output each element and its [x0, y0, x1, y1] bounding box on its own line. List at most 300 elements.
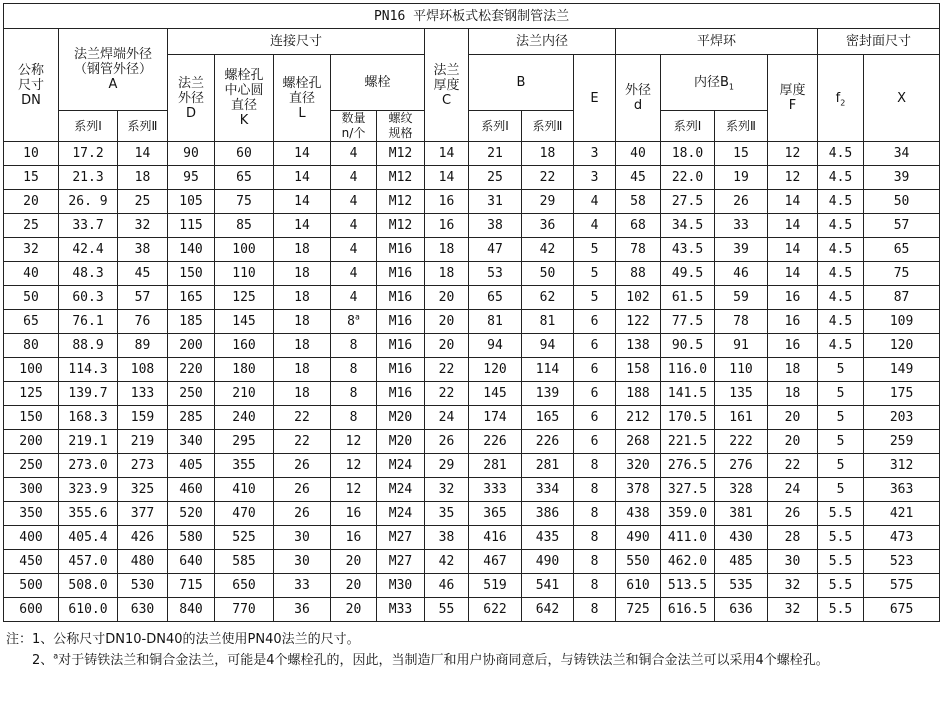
cell-value: 6 [590, 434, 599, 449]
cell-bolt-circle [215, 286, 274, 310]
cell-x [864, 430, 940, 454]
flange-dimension-table [3, 3, 940, 622]
table-row [4, 166, 940, 190]
cell-e [574, 142, 616, 166]
cell-f2 [818, 574, 864, 598]
table-row [4, 358, 940, 382]
cell-value: 59 [733, 290, 749, 305]
cell-e [574, 334, 616, 358]
cell-bolt-thread [377, 550, 425, 574]
cell-value: 42 [438, 554, 455, 569]
notes [6, 629, 932, 671]
cell-value: 46 [438, 578, 455, 593]
cell-value: 24 [784, 482, 801, 497]
cell-value: 8 [349, 386, 358, 401]
cell-b-series2 [522, 406, 574, 430]
cell-b-series1 [469, 430, 522, 454]
cell-bolt-thread [377, 358, 425, 382]
cell-ring-id-series1 [661, 286, 715, 310]
cell-value: 20 [438, 290, 455, 305]
cell-flange-thickness [425, 334, 469, 358]
header-f2-sub: 2 [840, 98, 846, 108]
cell-f2 [818, 334, 864, 358]
cell-value: 25 [23, 218, 39, 233]
cell-ring-id-series1 [661, 454, 715, 478]
cell-value: 105 [179, 194, 203, 209]
cell-bolt-thread [377, 478, 425, 502]
cell-value: 25 [134, 194, 151, 209]
cell-value: 150 [19, 410, 43, 425]
cell-bolt-qty [331, 502, 377, 526]
cell-dn [4, 598, 59, 622]
cell-flange-od [168, 166, 215, 190]
cell-flange-od [168, 550, 215, 574]
cell-flange-thickness [425, 238, 469, 262]
header-bolt-thread: 螺纹 规格 [377, 111, 425, 142]
cell-e [574, 454, 616, 478]
cell-a-series1 [59, 238, 118, 262]
cell-value: 500 [19, 578, 43, 593]
cell-value: 45 [134, 266, 151, 281]
cell-bolt-circle [215, 454, 274, 478]
cell-value: 295 [232, 434, 256, 449]
table-row [4, 502, 940, 526]
cell-value: 32 [784, 578, 801, 593]
note-2-text: 对于铸铁法兰和铜合金法兰，可能是4个螺栓孔的，因此，当制造厂和用户协商同意后，与铸铁法兰和铜合金法兰可以采用4个螺栓孔。 [58, 653, 829, 668]
cell-ring-id-series2 [715, 166, 768, 190]
cell-value: 14 [294, 194, 310, 209]
cell-value: 4 [349, 266, 358, 281]
cell-value: 114.3 [68, 362, 108, 377]
cell-b-series2 [522, 262, 574, 286]
cell-bolt-thread [377, 574, 425, 598]
cell-x [864, 286, 940, 310]
cell-value: 110 [729, 362, 753, 377]
cell-b-series2 [522, 598, 574, 622]
cell-value: 4 [349, 242, 358, 257]
cell-b-series1 [469, 310, 522, 334]
cell-ring-id-series2 [715, 190, 768, 214]
cell-value: 650 [232, 578, 256, 593]
cell-value: 219.1 [68, 434, 108, 449]
cell-bolt-circle [215, 406, 274, 430]
cell-value: 29 [539, 194, 556, 209]
cell-e [574, 526, 616, 550]
cell-value: 165 [535, 410, 560, 425]
cell-bolt-qty [331, 454, 377, 478]
cell-x [864, 382, 940, 406]
cell-bolt-circle [215, 382, 274, 406]
cell-value: 114 [535, 362, 560, 377]
header-flange-thickness: 法兰 厚度 C [425, 29, 469, 142]
cell-flange-thickness [425, 430, 469, 454]
cell-value: 222 [729, 434, 753, 449]
cell-value: 630 [130, 602, 155, 617]
cell-bolt-hole [274, 262, 331, 286]
cell-flange-od [168, 142, 215, 166]
cell-ring-od [616, 334, 661, 358]
cell-value: 8 [590, 458, 599, 473]
cell-value: 25 [487, 170, 503, 185]
cell-value: 426 [130, 530, 155, 545]
cell-value: 120 [889, 338, 914, 353]
cell-b-series1 [469, 526, 522, 550]
cell-value: 29 [438, 458, 455, 473]
cell-value: 30 [784, 554, 801, 569]
cell-ring-od [616, 454, 661, 478]
cell-value: 75 [893, 266, 910, 281]
cell-value: 640 [179, 554, 203, 569]
cell-value: 81 [487, 314, 503, 329]
cell-bolt-hole [274, 166, 331, 190]
cell-b-series2 [522, 214, 574, 238]
cell-value: 42.4 [72, 242, 104, 257]
cell-value: 18 [784, 362, 801, 377]
cell-ring-id-series1 [661, 526, 715, 550]
cell-value: 165 [179, 290, 203, 305]
cell-value: 26 [294, 506, 310, 521]
cell-value: 15 [733, 146, 749, 161]
cell-value: M16 [388, 338, 413, 353]
table-row [4, 238, 940, 262]
cell-bolt-hole [274, 550, 331, 574]
cell-value: 4.5 [828, 170, 853, 185]
cell-value: 460 [179, 482, 203, 497]
cell-ring-thickness [768, 550, 818, 574]
cell-ring-od [616, 598, 661, 622]
cell-bolt-circle [215, 214, 274, 238]
cell-ring-id-series2 [715, 142, 768, 166]
cell-value: 4 [590, 218, 599, 233]
cell-bolt-thread [377, 334, 425, 358]
cell-value: 125 [232, 290, 256, 305]
cell-b-series1 [469, 550, 522, 574]
cell-value: 50 [23, 290, 39, 305]
cell-value: 27.5 [671, 194, 704, 209]
cell-value: 675 [889, 602, 914, 617]
cell-bolt-thread [377, 166, 425, 190]
cell-ring-thickness [768, 430, 818, 454]
cell-ring-id-series2 [715, 358, 768, 382]
cell-value: 76.1 [72, 314, 104, 329]
cell-value: 14 [784, 218, 801, 233]
cell-flange-od [168, 526, 215, 550]
cell-x [864, 166, 940, 190]
cell-value: 550 [626, 554, 650, 569]
cell-x [864, 262, 940, 286]
header-e: E [574, 55, 616, 142]
cell-value: 12 [345, 458, 362, 473]
cell-ring-id-series2 [715, 382, 768, 406]
cell-ring-id-series2 [715, 454, 768, 478]
cell-value: 16 [438, 194, 455, 209]
cell-value: 46 [733, 266, 749, 281]
cell-value: 40 [630, 146, 646, 161]
cell-value: M12 [388, 170, 413, 185]
cell-ring-id-series2 [715, 238, 768, 262]
cell-ring-id-series1 [661, 406, 715, 430]
cell-value: 94 [539, 338, 556, 353]
cell-value: 3 [590, 146, 599, 161]
header-ring-id-label: 内径B [693, 75, 729, 90]
cell-value: 158 [626, 362, 650, 377]
cell-value: 22 [438, 362, 455, 377]
header-flange-bore: 法兰内径 [469, 29, 616, 55]
cell-value: 57 [893, 218, 910, 233]
cell-value: 20 [438, 314, 455, 329]
cell-f2 [818, 262, 864, 286]
cell-value: 18 [438, 266, 455, 281]
cell-e [574, 190, 616, 214]
cell-a-series1 [59, 166, 118, 190]
cell-bolt-circle [215, 526, 274, 550]
cell-value: 18 [784, 386, 801, 401]
cell-dn [4, 238, 59, 262]
cell-ring-id-series1 [661, 310, 715, 334]
cell-value: 405.4 [68, 530, 108, 545]
cell-value: 221.5 [667, 434, 708, 449]
cell-b-series2 [522, 190, 574, 214]
cell-value: 585 [232, 554, 256, 569]
cell-value: 4 [349, 170, 358, 185]
cell-bolt-thread [377, 454, 425, 478]
cell-bolt-hole [274, 334, 331, 358]
cell-value: 18 [294, 362, 310, 377]
cell-a-series1 [59, 358, 118, 382]
cell-value: 16 [345, 506, 362, 521]
table-row [4, 526, 940, 550]
cell-value: 363 [889, 482, 914, 497]
cell-bolt-qty [331, 574, 377, 598]
cell-b-series1 [469, 334, 522, 358]
cell-ring-id-series1 [661, 382, 715, 406]
cell-value: 525 [232, 530, 256, 545]
cell-value: 6 [590, 338, 599, 353]
cell-value: 18.0 [671, 146, 704, 161]
cell-value: 90 [183, 146, 199, 161]
cell-ring-od [616, 574, 661, 598]
cell-value: 4.5 [828, 266, 853, 281]
cell-value: 20 [784, 434, 801, 449]
cell-x [864, 454, 940, 478]
cell-value: 535 [729, 578, 753, 593]
cell-ring-od [616, 166, 661, 190]
cell-value: 421 [889, 506, 914, 521]
cell-a-series1 [59, 454, 118, 478]
cell-flange-thickness [425, 262, 469, 286]
cell-value: 26 [784, 506, 801, 521]
cell-value: 50 [893, 194, 910, 209]
cell-value: 4.5 [828, 290, 853, 305]
cell-b-series1 [469, 238, 522, 262]
cell-value: 18 [294, 314, 310, 329]
cell-bolt-hole [274, 190, 331, 214]
cell-dn [4, 454, 59, 478]
cell-value: 174 [483, 410, 507, 425]
cell-value: 219 [130, 434, 155, 449]
cell-a-series1 [59, 382, 118, 406]
cell-value: 22.0 [671, 170, 704, 185]
cell-f2 [818, 598, 864, 622]
cell-value: 240 [232, 410, 256, 425]
cell-ring-id-series1 [661, 550, 715, 574]
cell-value: 513.5 [667, 578, 708, 593]
cell-value: 36 [294, 602, 310, 617]
cell-value: 8 [590, 602, 599, 617]
cell-x [864, 550, 940, 574]
cell-dn [4, 166, 59, 190]
cell-flange-thickness [425, 214, 469, 238]
cell-a-series1 [59, 574, 118, 598]
cell-value: 14 [438, 146, 455, 161]
cell-a-series2 [118, 502, 168, 526]
cell-value: M24 [388, 506, 413, 521]
cell-value: 508.0 [68, 578, 108, 593]
cell-dn [4, 478, 59, 502]
cell-ring-od [616, 262, 661, 286]
cell-bolt-hole [274, 406, 331, 430]
cell-e [574, 550, 616, 574]
cell-value: 462.0 [667, 554, 708, 569]
cell-ring-thickness [768, 382, 818, 406]
cell-x [864, 358, 940, 382]
cell-value: 141.5 [667, 386, 708, 401]
cell-value: 31 [487, 194, 503, 209]
cell-value: 410 [232, 482, 256, 497]
cell-flange-od [168, 190, 215, 214]
cell-flange-od [168, 478, 215, 502]
cell-ring-id-series1 [661, 190, 715, 214]
cell-value: 78 [630, 242, 646, 257]
cell-ring-thickness [768, 334, 818, 358]
cell-b-series2 [522, 502, 574, 526]
cell-value: 14 [294, 218, 310, 233]
flange-table-container [3, 3, 939, 622]
cell-e [574, 310, 616, 334]
cell-value: 355.6 [68, 506, 108, 521]
cell-value: 610.0 [68, 602, 108, 617]
cell-value: 16 [784, 290, 801, 305]
cell-value: 5 [590, 290, 599, 305]
cell-ring-id-series2 [715, 310, 768, 334]
cell-value: 405 [179, 458, 203, 473]
cell-value: 60.3 [72, 290, 104, 305]
cell-ring-id-series2 [715, 406, 768, 430]
cell-value: 5 [836, 386, 845, 401]
cell-value: 18 [294, 242, 310, 257]
cell-value: 18 [294, 338, 310, 353]
cell-dn [4, 430, 59, 454]
cell-value: 30 [294, 554, 310, 569]
cell-value: 8 [590, 578, 599, 593]
cell-bolt-thread [377, 190, 425, 214]
cell-bolt-circle [215, 262, 274, 286]
cell-ring-id-series2 [715, 334, 768, 358]
cell-bolt-thread [377, 310, 425, 334]
cell-b-series1 [469, 142, 522, 166]
cell-e [574, 406, 616, 430]
cell-x [864, 574, 940, 598]
cell-value: 490 [626, 530, 650, 545]
cell-bolt-thread [377, 598, 425, 622]
cell-value: 30 [294, 530, 310, 545]
cell-b-series1 [469, 190, 522, 214]
cell-value: 33 [294, 578, 310, 593]
cell-value: 12 [784, 146, 801, 161]
table-row [4, 310, 940, 334]
cell-value: 281 [483, 458, 507, 473]
cell-a-series1 [59, 478, 118, 502]
cell-value: 359.0 [667, 506, 708, 521]
cell-a-series2 [118, 358, 168, 382]
cell-b-series2 [522, 238, 574, 262]
cell-value: 89 [134, 338, 151, 353]
cell-value: M33 [388, 602, 413, 617]
cell-a-series1 [59, 550, 118, 574]
cell-bolt-qty [331, 142, 377, 166]
cell-f2 [818, 310, 864, 334]
cell-bolt-circle [215, 502, 274, 526]
cell-value: 33.7 [72, 218, 104, 233]
table-row [4, 286, 940, 310]
cell-value: 250 [179, 386, 203, 401]
cell-value: 48.3 [72, 266, 104, 281]
cell-value: 350 [19, 506, 43, 521]
cell-value: 8 [349, 362, 358, 377]
header-sealing-face: 密封面尺寸 [818, 29, 940, 55]
header-ring-od: 外径 d [616, 55, 661, 142]
cell-bolt-qty [331, 526, 377, 550]
cell-value: 109 [889, 314, 914, 329]
table-row [4, 142, 940, 166]
cell-value: 6 [590, 410, 599, 425]
cell-flange-od [168, 214, 215, 238]
cell-flange-thickness [425, 310, 469, 334]
cell-a-series2 [118, 598, 168, 622]
cell-value: 100 [232, 242, 256, 257]
cell-bolt-qty [331, 382, 377, 406]
cell-value: 4 [349, 218, 358, 233]
cell-value: 8 [347, 314, 355, 329]
cell-x [864, 214, 940, 238]
cell-ring-id-series2 [715, 526, 768, 550]
table-row [4, 454, 940, 478]
cell-value: 4.5 [828, 338, 853, 353]
cell-value: 200 [19, 434, 43, 449]
cell-value: 5.5 [828, 578, 853, 593]
cell-value: 4 [590, 194, 599, 209]
cell-value: 580 [179, 530, 203, 545]
cell-value: 400 [19, 530, 43, 545]
cell-value: 12 [345, 434, 362, 449]
cell-value: 334 [535, 482, 560, 497]
cell-b-series1 [469, 406, 522, 430]
table-row [4, 382, 940, 406]
cell-value: 14 [784, 242, 801, 257]
cell-value: 38 [487, 218, 503, 233]
cell-a-series2 [118, 550, 168, 574]
cell-value: 65 [236, 170, 252, 185]
cell-f2 [818, 550, 864, 574]
cell-flange-od [168, 430, 215, 454]
cell-value: 575 [889, 578, 914, 593]
cell-value: 57 [134, 290, 151, 305]
cell-value: 642 [535, 602, 560, 617]
cell-value: 273 [130, 458, 155, 473]
cell-b-series2 [522, 430, 574, 454]
cell-value: M16 [388, 290, 413, 305]
cell-ring-od [616, 286, 661, 310]
